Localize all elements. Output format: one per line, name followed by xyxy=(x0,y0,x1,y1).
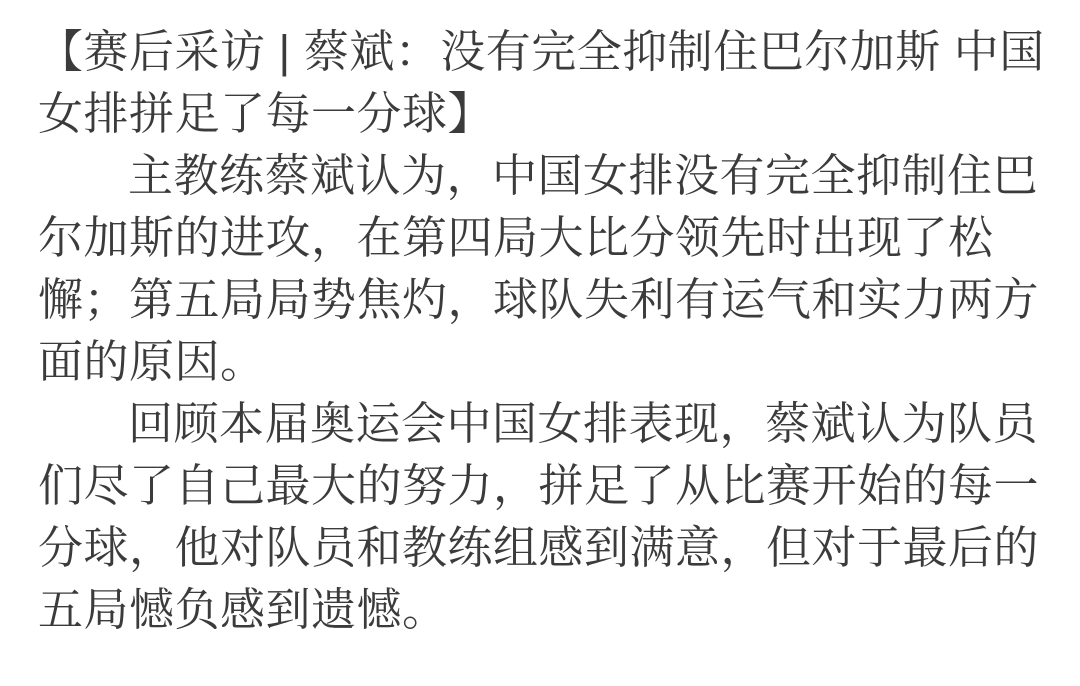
paragraph-line: 主教练蔡斌认为，中国女排没有完全抑制住巴 xyxy=(128,150,1039,201)
title-line: 【赛后采访 | 蔡斌：没有完全抑制住巴尔加斯 中国 xyxy=(38,26,1045,77)
paragraph-line: 回顾本届奥运会中国女排表现，蔡斌认为队员 xyxy=(128,398,1039,449)
title-line: 女排拼足了每一分球】 xyxy=(38,88,494,139)
paragraph xyxy=(38,393,1042,641)
paragraph-line: 面的原因。 xyxy=(38,336,266,387)
paragraph-line: 尔加斯的进攻，在第四局大比分领先时出现了松 xyxy=(38,212,994,263)
paragraph-line: 五局憾负感到遗憾。 xyxy=(38,584,448,635)
paragraph-line: 们尽了自己最大的努力，拼足了从比赛开始的每一 xyxy=(38,460,1040,511)
paragraph xyxy=(38,145,1042,393)
article-title xyxy=(38,21,1045,145)
paragraph-line: 懈；第五局局势焦灼，球队失利有运气和实力两方 xyxy=(38,274,1040,325)
paragraph-line: 分球，他对队员和教练组感到满意，但对于最后的 xyxy=(38,522,1040,573)
